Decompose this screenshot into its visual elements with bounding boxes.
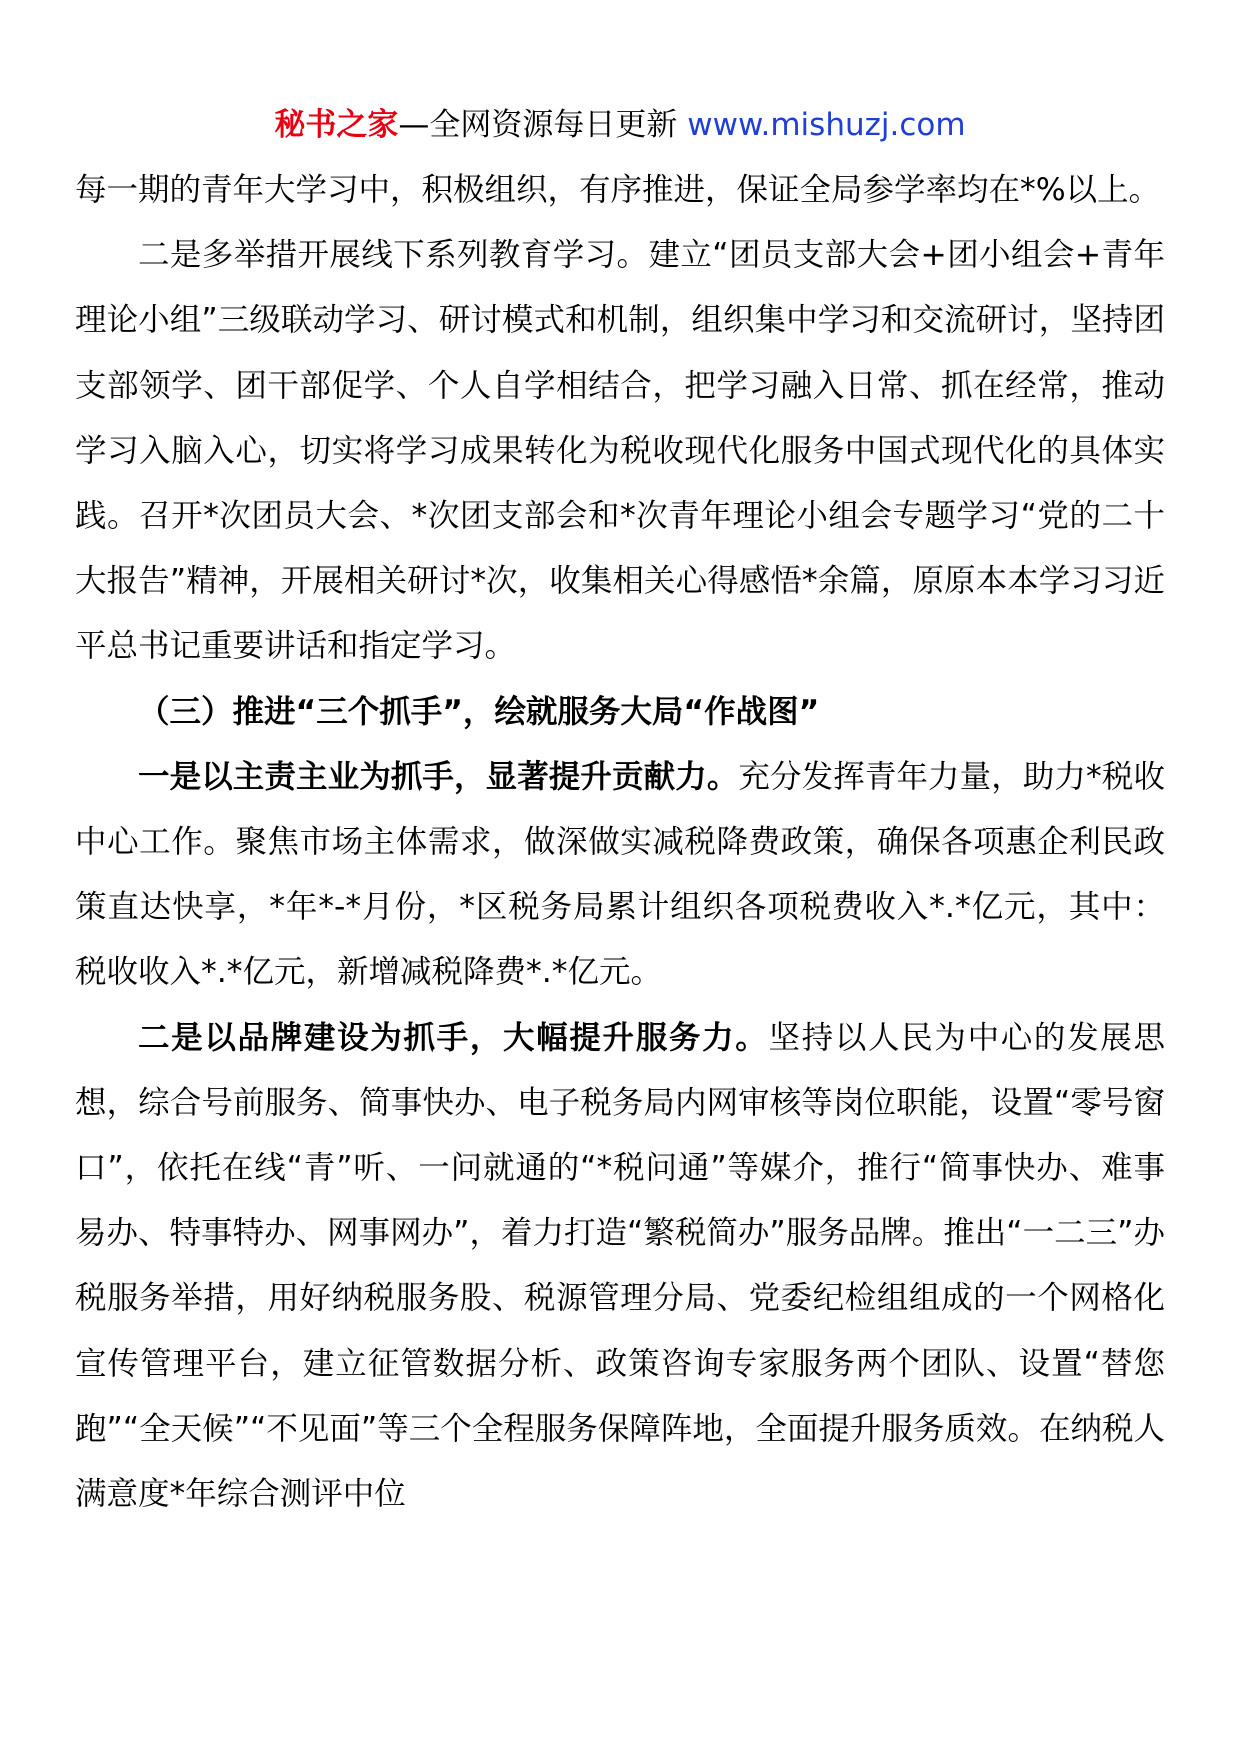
paragraph-lead: 一是以主责主业为抓手，显著提升贡献力。 xyxy=(138,758,739,795)
site-url[interactable]: www.mishuzj.com xyxy=(687,107,966,143)
paragraph-text: 二是多举措开展线下系列教育学习。建立“团员支部大会+团小组会+青年理论小组”三级联动学习、研讨模式和机制，组织集中学习和交流研讨，坚持团支部领学、团干部促学、个人自学相结合，把学习融入日常、抓在经常，推动学习入脑入心，切实将学习成果转化为税收现代化服务中国式现代化的具体实践。召开*次团员大会、*次团支部会和*次青年理论小组会专题学习“党的二十大报告”精神，开展相关研讨*次，收集相关心得感悟*余篇，原原本本学习习近平总书记重要讲话和指定学习。 xyxy=(75,237,1165,665)
paragraph-lead: 二是以品牌建设为抓手，大幅提升服务力。 xyxy=(138,1019,769,1056)
paragraph xyxy=(75,158,1165,223)
paragraph xyxy=(75,223,1165,679)
paragraph-text: 每一期的青年大学习中，积极组织，有序推进，保证全局参学率均在*%以上。 xyxy=(75,172,1161,208)
paragraph xyxy=(75,1006,1165,1528)
paragraph-text: 充分发挥青年力量，助力*税收中心工作。聚焦市场主体需求，做深做实减税降费政策，确保各项惠企利民政策直达快享，*年*-*月份，*区税务局累计组织各项税费收入*.*亿元，其中：税收收入*.*亿元，新增减税降费*.*亿元。 xyxy=(75,758,1165,991)
site-header xyxy=(0,98,1240,152)
site-brand: 秘书之家 xyxy=(274,107,399,143)
section-heading: （三）推进“三个抓手”，绘就服务大局“作战图” xyxy=(138,693,820,730)
paragraph xyxy=(75,745,1165,1006)
paragraph-text: 坚持以人民为中心的发展思想，综合号前服务、简事快办、电子税务局内网审核等岗位职能，设置“零号窗口”，依托在线“青”听、一问就通的“*税问通”等媒介，推行“简事快办、难事易办、特事特办、网事网办”，着力打造“繁税简办”服务品牌。推出“一二三”办税服务举措，用好纳税服务股、税源管理分局、党委纪检组组成的一个网格化宣传管理平台，建立征管数据分析、政策咨询专家服务两个团队、设置“替您跑”“全天候”“不见面”等三个全程服务保障阵地，全面提升服务质效。在纳税人满意度*年综合测评中位 xyxy=(75,1019,1165,1513)
document-body xyxy=(75,158,1165,1527)
site-tagline: —全网资源每日更新 xyxy=(398,107,688,143)
